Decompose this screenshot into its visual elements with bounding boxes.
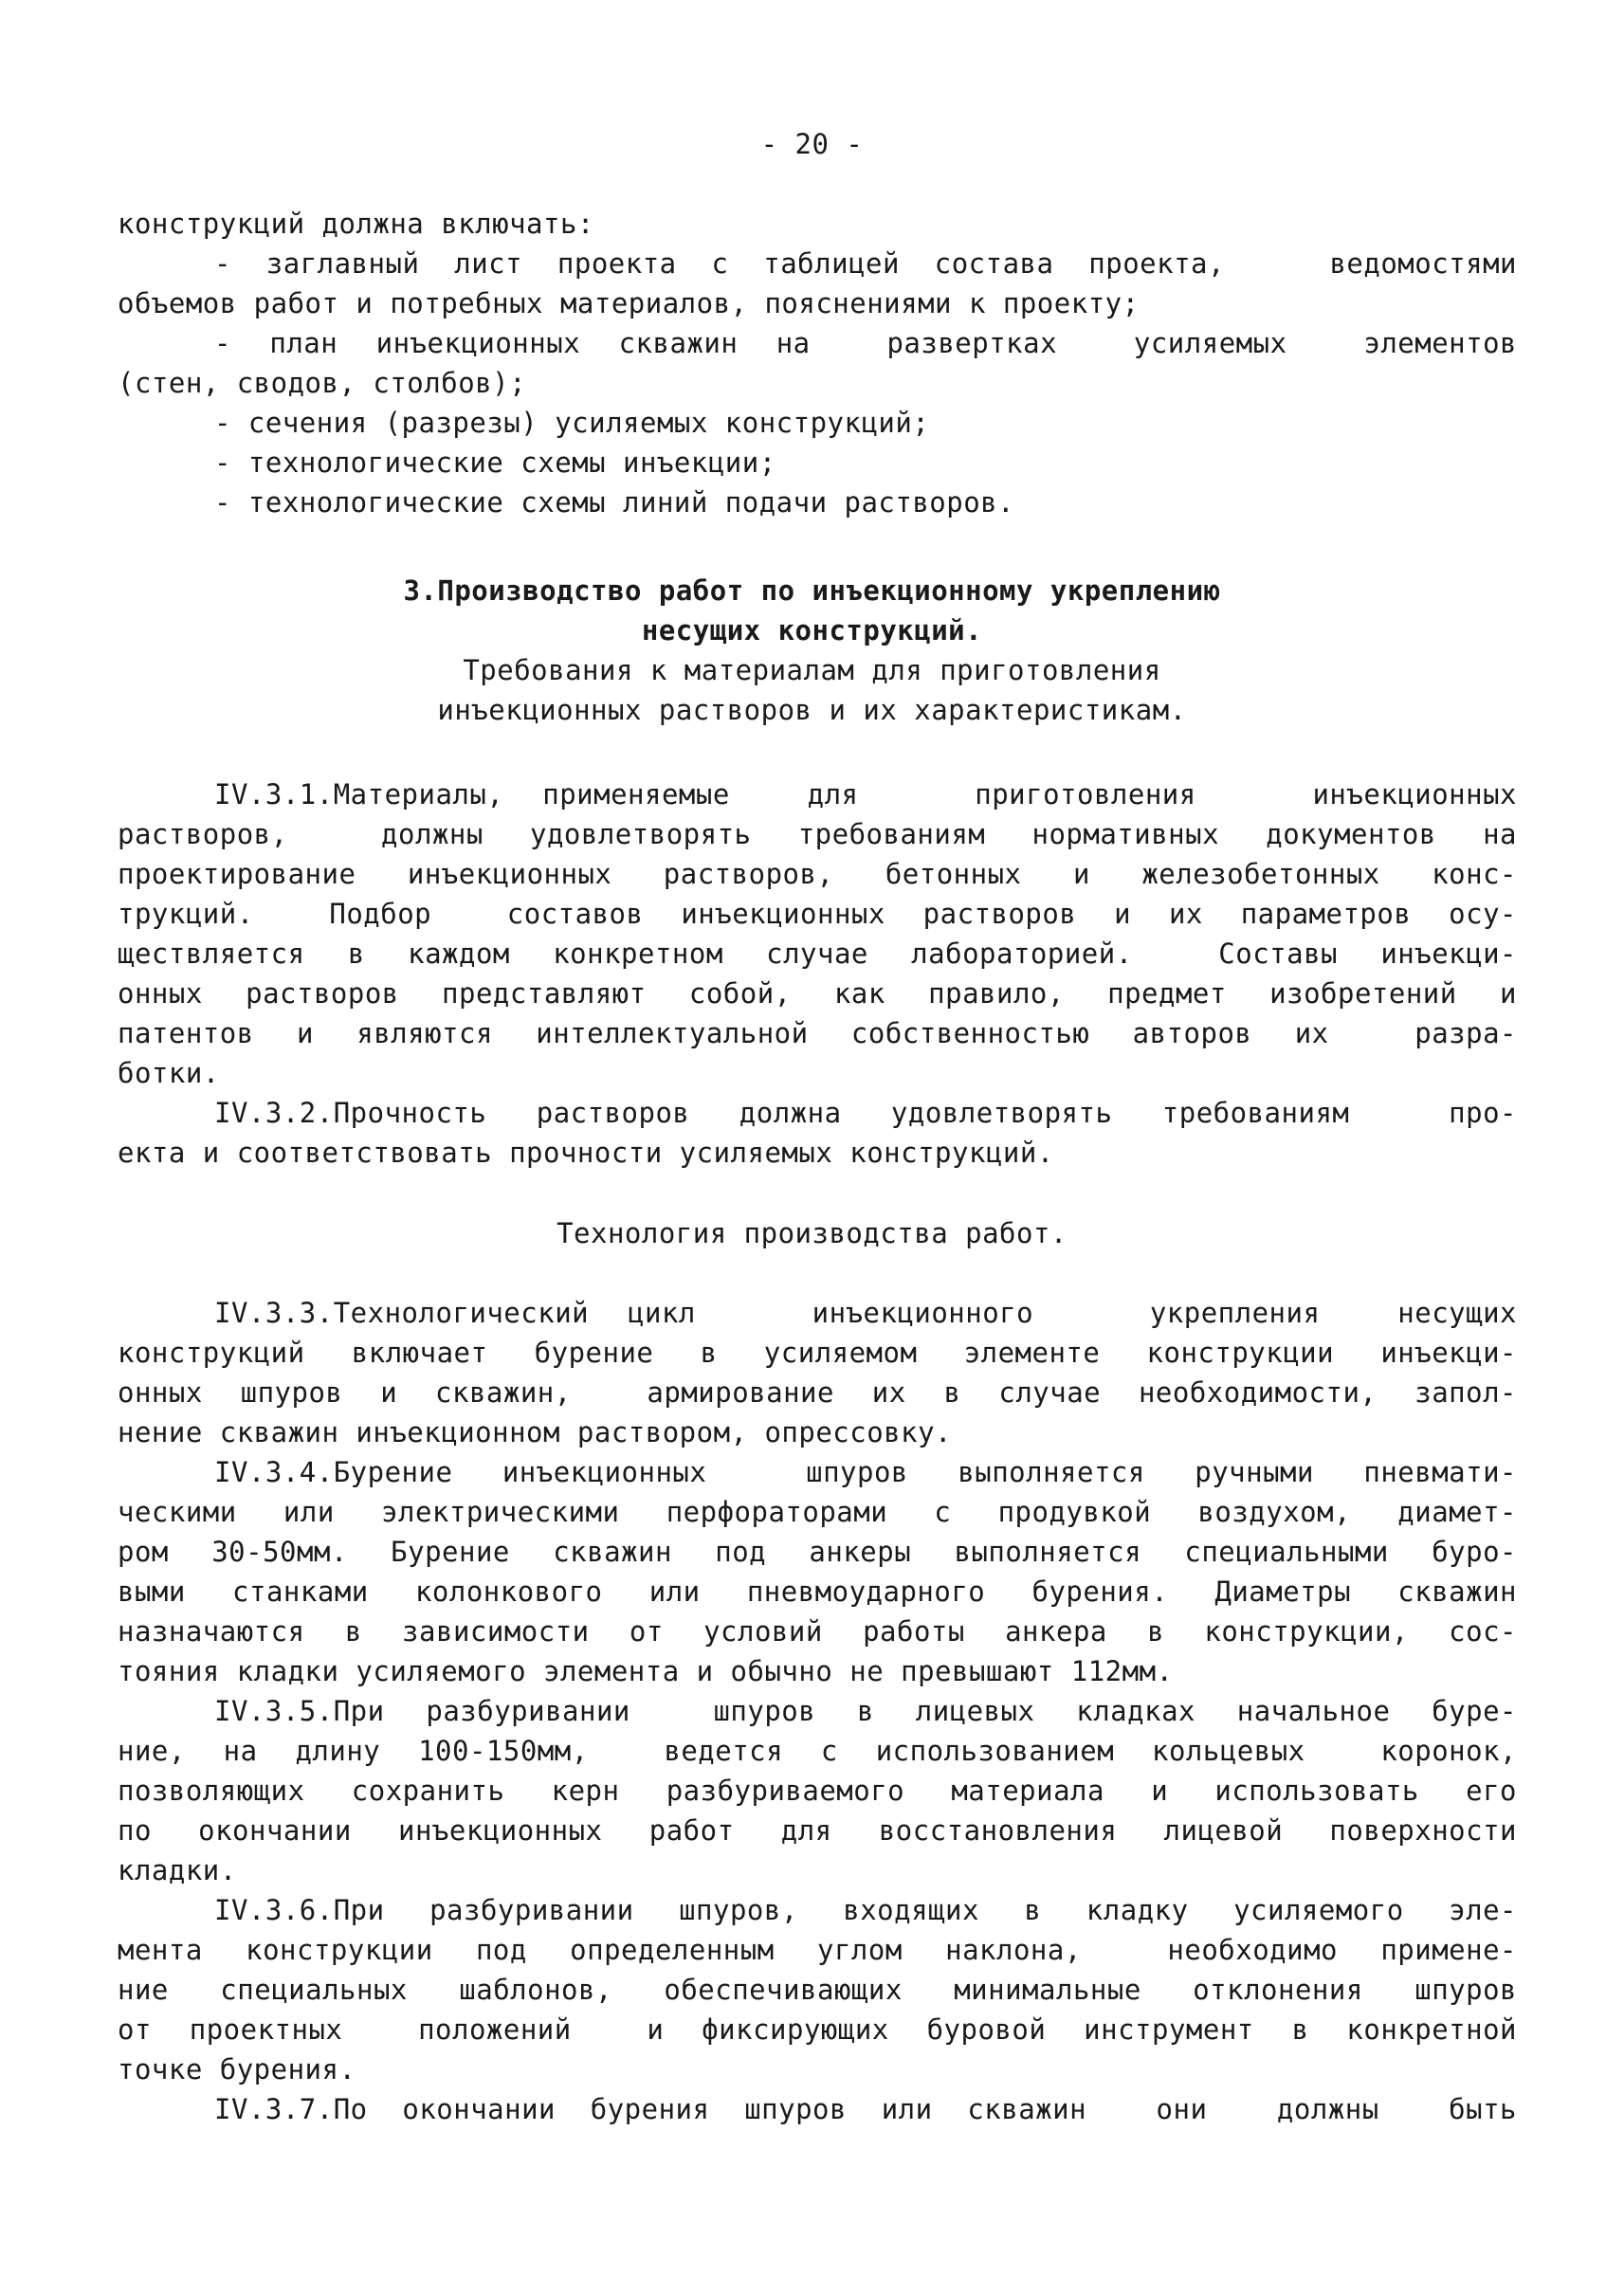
paragraph-line: IV.3.3.Технологический цикл инъекционного укрепления несущих bbox=[214, 1297, 1517, 1329]
paragraph-line: IV.3.6.При разбуривании шпуров, входящих в кладку усиляемого эле- bbox=[214, 1894, 1517, 1926]
paragraph-line: растворов, должны удовлетворять требованиям нормативных документов на bbox=[118, 818, 1517, 850]
intro-list-item: - технологические схемы линий подачи растворов. bbox=[214, 486, 1015, 519]
paragraph-line: патентов и являются интеллектуальной собственностью авторов их разра- bbox=[118, 1017, 1517, 1049]
subsection-heading: Технология производства работ. bbox=[557, 1217, 1067, 1249]
section-title: несущих конструкций. bbox=[641, 614, 983, 647]
paragraph-line: IV.3.2.Прочность растворов должна удовлетворять требованиям про- bbox=[214, 1097, 1517, 1129]
paragraph-line: кладки. bbox=[118, 1854, 237, 1886]
paragraph-line: нение скважин инъекционном раствором, опрессовку. bbox=[118, 1416, 953, 1448]
paragraph-line: ществляется в каждом конкретном случае лабораторией. Составы инъекци- bbox=[118, 938, 1517, 970]
paragraph-line: ческими или электрическими перфораторами с продувкой воздухом, диамет- bbox=[118, 1496, 1517, 1528]
paragraph-line: тояния кладки усиляемого элемента и обычно не превышают 112мм. bbox=[118, 1655, 1174, 1687]
paragraph-line: конструкций включает бурение в усиляемом элементе конструкции инъекци- bbox=[118, 1337, 1517, 1369]
intro-list-item: - технологические схемы инъекции; bbox=[214, 446, 776, 479]
paragraph-line: онных растворов представляют собой, как правило, предмет изобретений и bbox=[118, 977, 1517, 1010]
paragraph-line: выми станками колонкового или пневмоударного бурения. Диаметры скважин bbox=[118, 1576, 1517, 1608]
intro-list-item: - сечения (разрезы) усиляемых конструкций; bbox=[214, 407, 930, 439]
paragraph-line: по окончании инъекционных работ для восстановления лицевой поверхности bbox=[118, 1814, 1517, 1847]
paragraph-line: от проектных положений и фиксирующих буровой инструмент в конкретной bbox=[118, 2013, 1517, 2046]
section-title: 3.Производство работ по инъекционному укреплению bbox=[403, 574, 1221, 607]
intro-line: конструкций должна включать: bbox=[118, 208, 594, 240]
paragraph-line: IV.3.1.Материалы, применяемые для приготовления инъекционных bbox=[214, 778, 1517, 811]
paragraph-line: ботки. bbox=[118, 1057, 220, 1089]
paragraph-line: онных шпуров и скважин, армирование их в случае необходимости, запол- bbox=[118, 1376, 1517, 1409]
paragraph-line: позволяющих сохранить керн разбуриваемого материала и использовать его bbox=[118, 1775, 1517, 1807]
section-subtitle: инъекционных растворов и их характеристикам. bbox=[437, 694, 1187, 726]
paragraph-line: IV.3.5.При разбуривании шпуров в лицевых кладках начальное буре- bbox=[214, 1695, 1517, 1727]
paragraph-line: IV.3.4.Бурение инъекционных шпуров выполняется ручными пневмати- bbox=[214, 1456, 1517, 1488]
paragraph-line: проектирование инъекционных растворов, бетонных и железобетонных конс- bbox=[118, 858, 1517, 890]
section-subtitle: Требования к материалам для приготовления bbox=[463, 654, 1161, 686]
paragraph-line: мента конструкции под определенным углом наклона, необходимо примене- bbox=[118, 1934, 1517, 1966]
paragraph-line: екта и соответствовать прочности усиляемых конструкций. bbox=[118, 1137, 1054, 1169]
paragraph-line: трукций. Подбор составов инъекционных растворов и их параметров осу- bbox=[118, 898, 1517, 930]
intro-line: (стен, сводов, столбов); bbox=[118, 367, 527, 399]
paragraph-line: ние специальных шаблонов, обеспечивающих минимальные отклонения шпуров bbox=[118, 1974, 1517, 2006]
page-number: - 20 - bbox=[760, 128, 864, 160]
paragraph-line: точке бурения. bbox=[118, 2053, 356, 2086]
paragraph-line: ние, на длину 100-150мм, ведется с использованием кольцевых коронок, bbox=[118, 1735, 1517, 1767]
intro-list-item: - план инъекционных скважин на развертках усиляемых элементов bbox=[214, 327, 1517, 359]
intro-list-item: - заглавный лист проекта с таблицей состава проекта, ведомостями bbox=[214, 247, 1517, 280]
paragraph-line: ром 30-50мм. Бурение скважин под анкеры выполняется специальными буро- bbox=[118, 1536, 1517, 1568]
paragraph-line: IV.3.7.По окончании бурения шпуров или скважин они должны быть bbox=[214, 2093, 1517, 2125]
paragraph-line: назначаются в зависимости от условий работы анкера в конструкции, сос- bbox=[118, 1615, 1517, 1648]
intro-line: объемов работ и потребных материалов, пояснениями к проекту; bbox=[118, 287, 1140, 319]
